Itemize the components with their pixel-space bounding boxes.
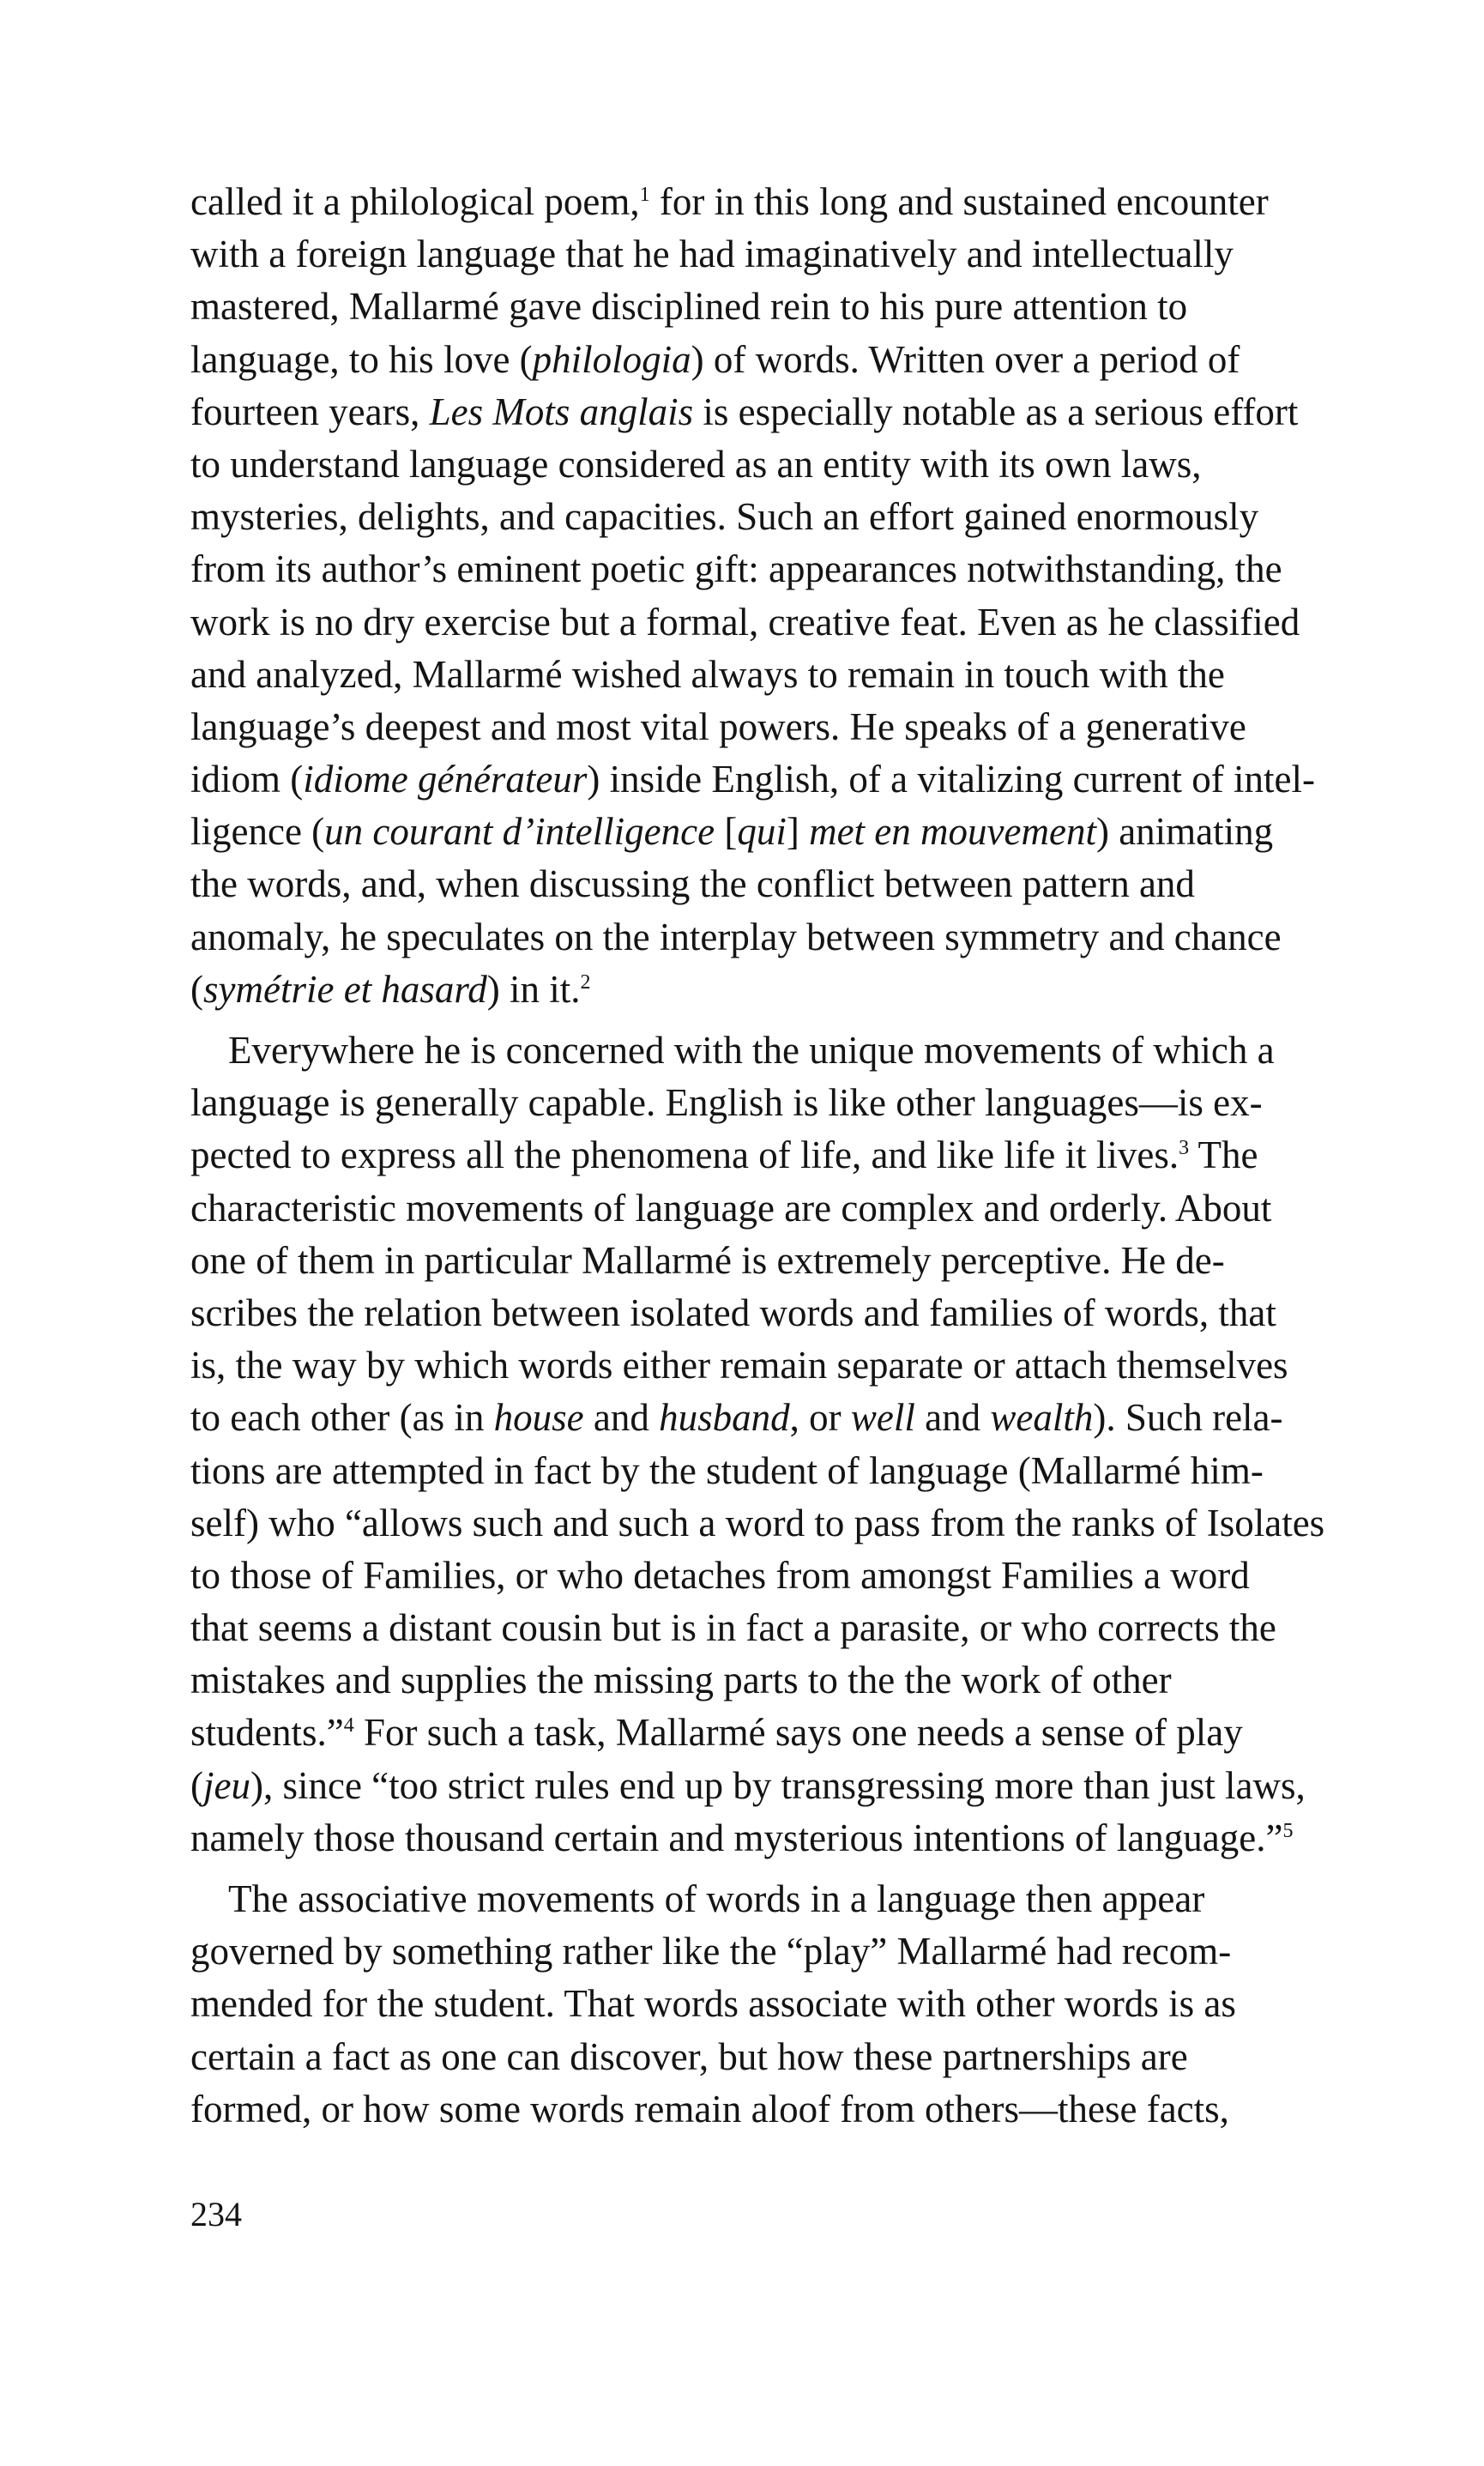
text-run: (: [190, 1763, 203, 1807]
text-run: The associative movements of words in a language then appear: [228, 1877, 1205, 1920]
italic-text: philologia: [532, 337, 691, 381]
footnote-marker: 1: [639, 184, 650, 206]
text-run: fourteen years,: [190, 390, 430, 433]
text-line: [190, 281, 1357, 333]
text-run: ) animating: [1095, 810, 1274, 854]
text-run: For such a task, Mallarmé says one needs a sense of play: [353, 1711, 1243, 1755]
text-run: self) who “allows such and such a word to pass from the ranks of Isolates: [190, 1501, 1325, 1544]
text-line: [190, 1339, 1357, 1392]
text-run: one of them in particular Mallarmé is extremely perceptive. He de-: [190, 1238, 1225, 1282]
text-run: called it a philological poem,: [190, 180, 640, 223]
text-line: [190, 1760, 1357, 1812]
text-line: [190, 491, 1357, 543]
italic-text: house: [493, 1396, 584, 1440]
footnote-marker: 2: [580, 970, 591, 994]
italic-text: met en mouvement: [809, 810, 1096, 854]
text-run: that seems a distant cousin but is in fact a parasite, or who corrects the: [190, 1606, 1276, 1650]
text-line: [190, 1925, 1357, 1978]
text-line: [190, 176, 1357, 228]
text-run: namely those thousand certain and mysterious intentions of language.”: [190, 1816, 1283, 1859]
text-line: [190, 228, 1357, 281]
text-run: idiom (: [190, 758, 304, 801]
text-line: [190, 1129, 1357, 1182]
text-line: [190, 1602, 1357, 1654]
text-run: mended for the student. That words associate with other words is as: [190, 1982, 1236, 2026]
body-text: [190, 176, 1357, 2136]
italic-text: Les Mots anglais: [429, 390, 694, 433]
text-line: [190, 543, 1357, 595]
text-line: [190, 1707, 1357, 1759]
text-line: [190, 701, 1357, 753]
text-run: and: [583, 1396, 660, 1440]
text-run: ]: [786, 810, 810, 854]
footnote-marker: 5: [1282, 1819, 1294, 1842]
text-line: [190, 2031, 1357, 2083]
text-line: [190, 1873, 1357, 1925]
text-run: is, the way by which words either remain separate or attach themselves: [190, 1344, 1288, 1387]
text-run: certain a fact as one can discover, but how these partnerships are: [190, 2034, 1188, 2078]
text-line: [190, 1654, 1357, 1707]
text-run: anomaly, he speculates on the interplay between symmetry and chance: [190, 915, 1282, 958]
text-line: [190, 753, 1357, 806]
text-line: [190, 1235, 1357, 1287]
text-line: [190, 2083, 1357, 2136]
text-run: ligence (: [190, 810, 325, 854]
text-line: [190, 1024, 1357, 1077]
text-run: , or: [789, 1396, 851, 1440]
text-line: [190, 1077, 1357, 1129]
text-run: with a foreign language that he had imaginatively and intellectually: [190, 233, 1234, 276]
text-line: [190, 911, 1357, 964]
text-run: characteristic movements of language are complex and orderly. About: [190, 1186, 1272, 1230]
text-run: ) of words. Written over a period of: [691, 337, 1240, 381]
italic-text: well: [850, 1396, 915, 1440]
footnote-marker: 4: [343, 1714, 354, 1738]
text-line: [190, 649, 1357, 701]
text-run: and analyzed, Mallarmé wished always to remain in touch with the: [190, 652, 1225, 696]
text-line: [190, 334, 1357, 386]
text-run: [: [715, 810, 738, 854]
text-line: [190, 1497, 1357, 1550]
italic-text: idiome générateur: [303, 758, 588, 801]
text-run: from its author’s eminent poetic gift: appearances notwithstanding, the: [190, 547, 1282, 591]
text-line: [190, 438, 1357, 491]
text-line: [190, 596, 1357, 649]
footnote-marker: 3: [1179, 1137, 1190, 1160]
text-line: [190, 1812, 1357, 1865]
text-run: and: [914, 1396, 991, 1440]
text-run: mistakes and supplies the missing parts to the the work of other: [190, 1659, 1172, 1702]
italic-text: symétrie et hasard: [203, 967, 487, 1011]
text-run: ) in it.: [486, 967, 581, 1011]
text-run: language’s deepest and most vital powers. He speaks of a generative: [190, 704, 1246, 748]
text-run: (: [190, 967, 203, 1011]
text-run: language is generally capable. English is like other languages—is ex-: [190, 1081, 1263, 1125]
text-run: to each other (as in: [190, 1396, 494, 1440]
text-run: governed by something rather like the “play” Mallarmé had recom-: [190, 1930, 1232, 1973]
text-run: Everywhere he is concerned with the unique movements of which a: [228, 1029, 1275, 1072]
text-line: [190, 964, 1357, 1016]
text-line: [190, 1182, 1357, 1235]
text-run: work is no dry exercise but a formal, creative feat. Even as he classified: [190, 600, 1300, 644]
text-line: [190, 1392, 1357, 1444]
text-run: the words, and, when discussing the conflict between pattern and: [190, 862, 1195, 906]
text-line: [190, 386, 1357, 438]
text-run: to those of Families, or who detaches from amongst Families a word: [190, 1553, 1250, 1597]
text-run: students.”: [190, 1711, 344, 1755]
text-run: to understand language considered as an entity with its own laws,: [190, 442, 1202, 486]
text-run: mastered, Mallarmé gave disciplined rein to his pure attention to: [190, 285, 1188, 329]
text-run: tions are attempted in fact by the student of language (Mallarmé him-: [190, 1448, 1264, 1492]
text-run: language, to his love (: [190, 337, 533, 381]
text-line: [190, 1550, 1357, 1602]
text-line: [190, 1978, 1357, 2030]
italic-text: husband: [659, 1396, 790, 1440]
italic-text: wealth: [990, 1396, 1094, 1440]
italic-text: jeu: [203, 1763, 250, 1807]
text-line: [190, 1445, 1357, 1497]
text-run: pected to express all the phenomena of life, and like life it lives.: [190, 1133, 1179, 1177]
text-line: [190, 858, 1357, 910]
page-number: 234: [190, 2195, 242, 2233]
text-run: ), since “too strict rules end up by transgressing more than just laws,: [250, 1763, 1306, 1807]
text-line: [190, 806, 1357, 858]
text-run: is especially notable as a serious effort: [693, 390, 1299, 433]
text-run: ) inside English, of a vitalizing current of intel-: [587, 758, 1315, 801]
italic-text: un courant d’intelligence: [324, 810, 715, 854]
text-run: mysteries, delights, and capacities. Such an effort gained enormously: [190, 495, 1259, 539]
text-run: formed, or how some words remain aloof from others—these facts,: [190, 2087, 1229, 2131]
text-run: The: [1189, 1133, 1258, 1177]
text-run: ). Such rela-: [1093, 1396, 1283, 1440]
italic-text: qui: [737, 810, 787, 854]
paragraph-gap: [190, 1865, 1357, 1873]
text-line: [190, 1287, 1357, 1339]
text-run: for in this long and sustained encounter: [649, 180, 1269, 223]
text-run: scribes the relation between isolated words and families of words, that: [190, 1290, 1276, 1334]
paragraph-gap: [190, 1016, 1357, 1024]
